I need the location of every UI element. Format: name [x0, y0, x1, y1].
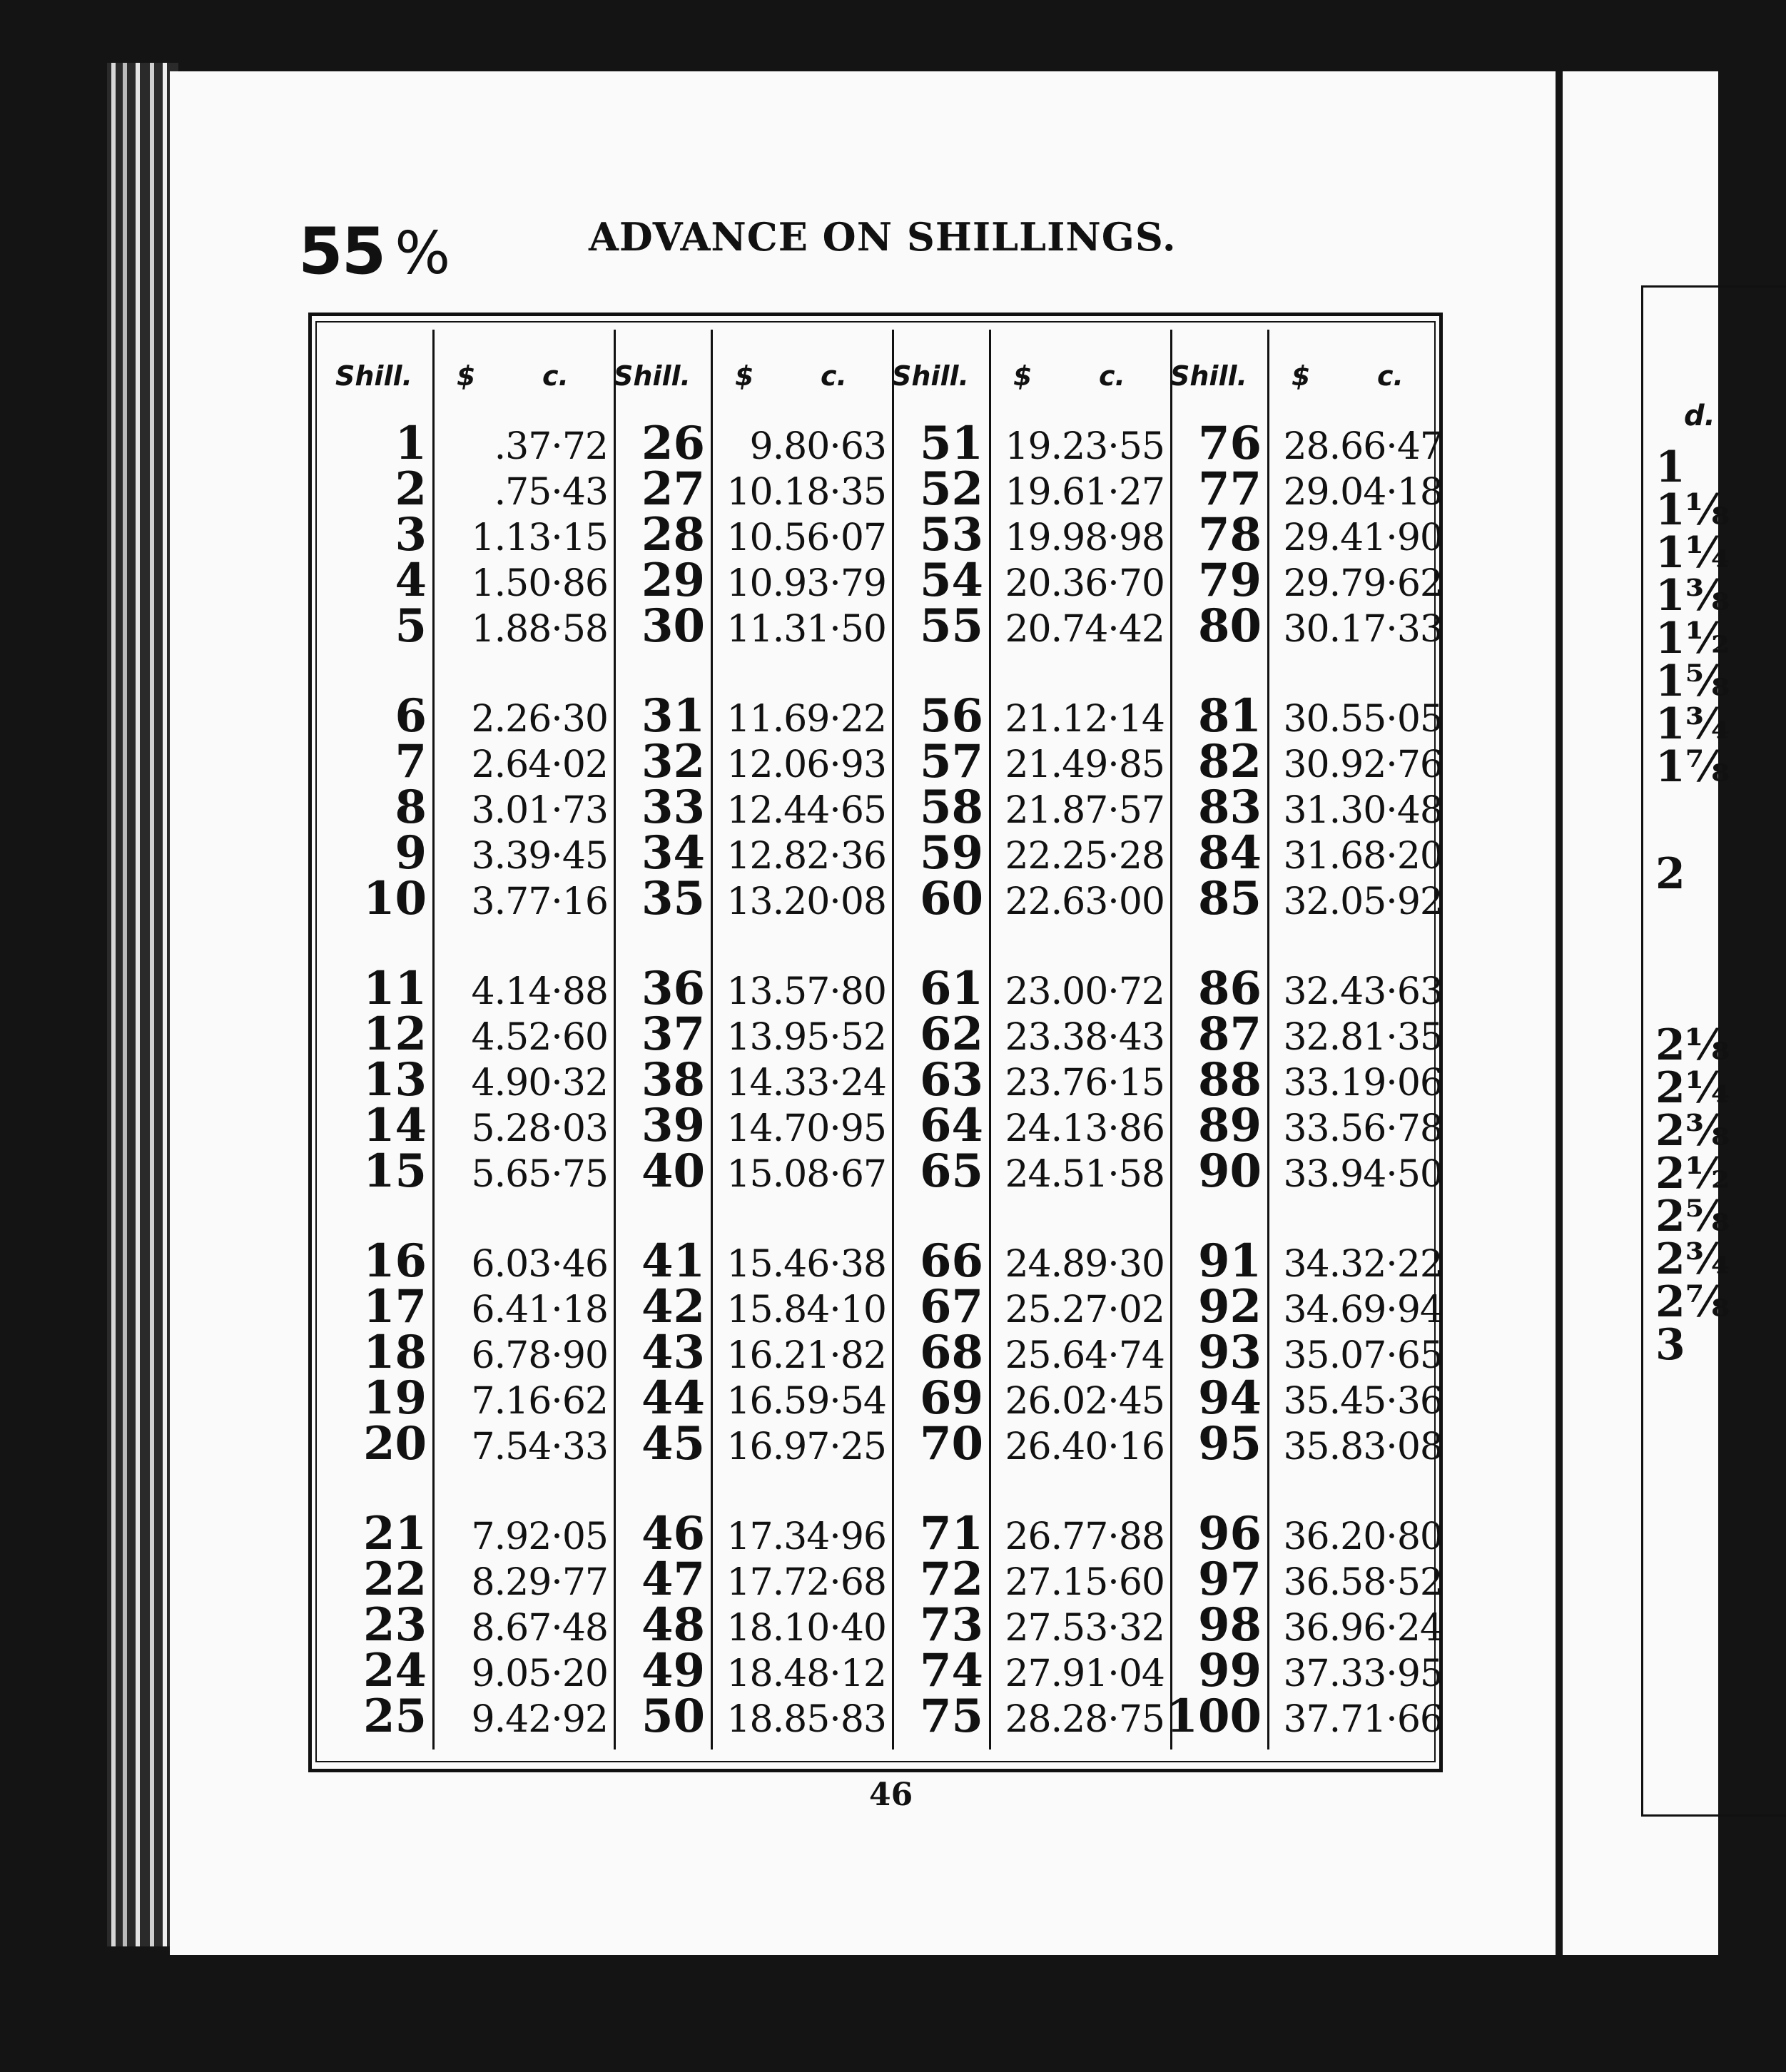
shilling-value: 49 [641, 1644, 705, 1697]
shilling-value: 53 [919, 508, 983, 562]
dollar-cents-value: 6.78·90 [471, 1334, 608, 1377]
shilling-value: 51 [919, 417, 983, 470]
shilling-value: 76 [1197, 417, 1262, 470]
dollar-cents-value: 20.74·42 [1005, 608, 1165, 651]
shilling-value: 90 [1197, 1144, 1262, 1198]
header-dollar: $ [457, 360, 476, 392]
shilling-value: 42 [641, 1280, 705, 1334]
dollar-cents-value: 22.25·28 [1005, 835, 1165, 878]
shilling-value: 19 [362, 1371, 427, 1425]
column-divider [989, 330, 991, 1749]
header-shill: Shill. [892, 360, 969, 392]
shilling-value: 89 [1197, 1099, 1262, 1152]
dollar-cents-value: 13.57·80 [726, 970, 886, 1013]
shilling-value: 12 [362, 1007, 427, 1061]
shilling-value: 56 [919, 689, 983, 743]
shilling-value: 32 [641, 735, 705, 788]
shilling-value: 24 [362, 1644, 427, 1697]
shilling-value: 4 [395, 554, 427, 607]
facing-page-header: d. [1684, 400, 1715, 432]
dollar-cents-value: 26.02·45 [1005, 1380, 1165, 1423]
dollar-cents-value: 32.05·92 [1283, 880, 1443, 923]
shilling-value: 11 [362, 962, 427, 1015]
shilling-value: 50 [641, 1690, 705, 1743]
shilling-value: 7 [395, 735, 427, 788]
facing-page-row: 2¼ [1655, 1063, 1730, 1113]
shilling-value: 43 [641, 1326, 705, 1379]
dollar-cents-value: 23.38·43 [1005, 1016, 1165, 1059]
facing-page-row: 1¾ [1655, 699, 1730, 749]
shilling-value: 48 [641, 1598, 705, 1652]
dollar-cents-value: 31.68·20 [1283, 835, 1443, 878]
shilling-value: 93 [1197, 1326, 1262, 1379]
dollar-cents-value: 9.05·20 [471, 1652, 608, 1695]
facing-page-row: 1⅞ [1655, 742, 1730, 792]
shilling-value: 78 [1197, 508, 1262, 562]
header-cents: c. [821, 360, 847, 392]
dollar-cents-value: 35.83·08 [1283, 1426, 1443, 1468]
dollar-cents-value: 4.90·32 [471, 1062, 608, 1104]
shilling-value: 57 [919, 735, 983, 788]
dollar-cents-value: 13.95·52 [726, 1016, 886, 1059]
shilling-value: 17 [362, 1280, 427, 1334]
shilling-value: 65 [919, 1144, 983, 1198]
shilling-value: 77 [1197, 462, 1262, 516]
shilling-value: 63 [919, 1053, 983, 1107]
dollar-cents-value: 3.39·45 [471, 835, 608, 878]
page-number: 46 [869, 1777, 913, 1813]
dollar-cents-value: 33.19·06 [1283, 1062, 1443, 1104]
dollar-cents-value: 16.21·82 [726, 1334, 886, 1377]
shilling-value: 84 [1197, 826, 1262, 880]
facing-page-row: 2 [1655, 849, 1685, 899]
shilling-value: 47 [641, 1553, 705, 1606]
dollar-cents-value: 30.17·33 [1283, 608, 1443, 651]
dollar-cents-value: 10.93·79 [726, 562, 886, 605]
shilling-value: 92 [1197, 1280, 1262, 1334]
shilling-value: 64 [919, 1099, 983, 1152]
shilling-value: 88 [1197, 1053, 1262, 1107]
shilling-value: 34 [641, 826, 705, 880]
shilling-value: 60 [919, 872, 983, 925]
dollar-cents-value: 19.23·55 [1005, 425, 1165, 468]
shilling-value: 37 [641, 1007, 705, 1061]
column-divider [711, 330, 713, 1749]
facing-page-row: 2⅜ [1655, 1106, 1730, 1156]
shilling-value: 14 [362, 1099, 427, 1152]
shilling-value: 85 [1197, 872, 1262, 925]
header-shill: Shill. [335, 360, 412, 392]
header-shill: Shill. [614, 360, 691, 392]
shilling-value: 82 [1197, 735, 1262, 788]
page-stack-edge [107, 63, 178, 1946]
dollar-cents-value: 17.72·68 [726, 1561, 886, 1604]
dollar-cents-value: 1.50·86 [471, 562, 608, 605]
shilling-value: 35 [641, 872, 705, 925]
shilling-value: 15 [362, 1144, 427, 1198]
shilling-value: 3 [395, 508, 427, 562]
header-dollar: $ [735, 360, 754, 392]
dollar-cents-value: 23.00·72 [1005, 970, 1165, 1013]
dollar-cents-value: 6.03·46 [471, 1243, 608, 1286]
shilling-value: 86 [1197, 962, 1262, 1015]
dollar-cents-value: 24.89·30 [1005, 1243, 1165, 1286]
shilling-value: 9 [395, 826, 427, 880]
dollar-cents-value: 7.92·05 [471, 1515, 608, 1558]
header-dollar: $ [1013, 360, 1032, 392]
shilling-value: 98 [1197, 1598, 1262, 1652]
dollar-cents-value: 19.61·27 [1005, 471, 1165, 514]
dollar-cents-value: 30.55·05 [1283, 698, 1443, 741]
dollar-cents-value: 28.28·75 [1005, 1698, 1165, 1741]
shilling-value: 36 [641, 962, 705, 1015]
dollar-cents-value: 26.77·88 [1005, 1515, 1165, 1558]
facing-page [1563, 71, 1730, 1955]
column-divider [1267, 330, 1269, 1749]
shilling-value: 87 [1197, 1007, 1262, 1061]
dollar-cents-value: 1.13·15 [471, 517, 608, 559]
dollar-cents-value: 1.88·58 [471, 608, 608, 651]
dollar-cents-value: 36.96·24 [1283, 1607, 1443, 1650]
shilling-value: 54 [919, 554, 983, 607]
dollar-cents-value: 8.67·48 [471, 1607, 608, 1650]
facing-page-row: 1⅝ [1655, 656, 1730, 706]
dollar-cents-value: 11.31·50 [726, 608, 886, 651]
shilling-value: 6 [395, 689, 427, 743]
header-dollar: $ [1292, 360, 1311, 392]
shilling-value: 27 [641, 462, 705, 516]
shilling-value: 73 [919, 1598, 983, 1652]
dollar-cents-value: 16.59·54 [726, 1380, 886, 1423]
shilling-value: 21 [362, 1507, 427, 1560]
dollar-cents-value: .37·72 [494, 425, 608, 468]
dollar-cents-value: 12.44·65 [726, 789, 886, 832]
dollar-cents-value: 20.36·70 [1005, 562, 1165, 605]
shilling-value: 13 [362, 1053, 427, 1107]
dollar-cents-value: 15.84·10 [726, 1289, 886, 1331]
dollar-cents-value: 34.32·22 [1283, 1243, 1443, 1286]
shilling-value: 39 [641, 1099, 705, 1152]
header-cents: c. [1099, 360, 1125, 392]
shilling-value: 68 [919, 1326, 983, 1379]
shilling-value: 38 [641, 1053, 705, 1107]
dollar-cents-value: 21.12·14 [1005, 698, 1165, 741]
shilling-value: 30 [641, 599, 705, 653]
shilling-value: 69 [919, 1371, 983, 1425]
dollar-cents-value: 37.71·66 [1283, 1698, 1443, 1741]
shilling-value: 45 [641, 1417, 705, 1471]
dollar-cents-value: .75·43 [494, 471, 608, 514]
shilling-value: 99 [1197, 1644, 1262, 1697]
dollar-cents-value: 33.56·78 [1283, 1107, 1443, 1150]
shilling-value: 79 [1197, 554, 1262, 607]
header-shill: Shill. [1170, 360, 1247, 392]
dollar-cents-value: 14.70·95 [726, 1107, 886, 1150]
shilling-value: 29 [641, 554, 705, 607]
dollar-cents-value: 5.28·03 [471, 1107, 608, 1150]
shilling-value: 5 [395, 599, 427, 653]
dollar-cents-value: 10.56·07 [726, 517, 886, 559]
dollar-cents-value: 27.91·04 [1005, 1652, 1165, 1695]
shilling-value: 44 [641, 1371, 705, 1425]
dollar-cents-value: 27.15·60 [1005, 1561, 1165, 1604]
shilling-value: 18 [362, 1326, 427, 1379]
shilling-value: 31 [641, 689, 705, 743]
shilling-value: 23 [362, 1598, 427, 1652]
dollar-cents-value: 4.14·88 [471, 970, 608, 1013]
shilling-value: 83 [1197, 781, 1262, 834]
dollar-cents-value: 24.13·86 [1005, 1107, 1165, 1150]
shilling-value: 25 [362, 1690, 427, 1743]
dollar-cents-value: 5.65·75 [471, 1153, 608, 1196]
page-title: ADVANCE ON SHILLINGS. [589, 214, 1177, 260]
shilling-value: 10 [362, 872, 427, 925]
shilling-value: 58 [919, 781, 983, 834]
dollar-cents-value: 32.43·63 [1283, 970, 1443, 1013]
dollar-cents-value: 24.51·58 [1005, 1153, 1165, 1196]
dollar-cents-value: 27.53·32 [1005, 1607, 1165, 1650]
shilling-value: 95 [1197, 1417, 1262, 1471]
dollar-cents-value: 17.34·96 [726, 1515, 886, 1558]
dollar-cents-value: 9.42·92 [471, 1698, 608, 1741]
dollar-cents-value: 33.94·50 [1283, 1153, 1443, 1196]
dollar-cents-value: 28.66·47 [1283, 425, 1443, 468]
dollar-cents-value: 36.58·52 [1283, 1561, 1443, 1604]
dollar-cents-value: 21.87·57 [1005, 789, 1165, 832]
shilling-value: 22 [362, 1553, 427, 1606]
header-cents: c. [1377, 360, 1404, 392]
dollar-cents-value: 36.20·80 [1283, 1515, 1443, 1558]
dollar-cents-value: 8.29·77 [471, 1561, 608, 1604]
shilling-value: 46 [641, 1507, 705, 1560]
dollar-cents-value: 10.18·35 [726, 471, 886, 514]
shilling-value: 26 [641, 417, 705, 470]
shilling-value: 67 [919, 1280, 983, 1334]
dollar-cents-value: 18.85·83 [726, 1698, 886, 1741]
dollar-cents-value: 26.40·16 [1005, 1426, 1165, 1468]
shilling-value: 94 [1197, 1371, 1262, 1425]
shilling-value: 2 [395, 462, 427, 516]
column-divider [432, 330, 435, 1749]
percent-label: 55 % [298, 214, 450, 289]
shilling-value: 33 [641, 781, 705, 834]
dollar-cents-value: 22.63·00 [1005, 880, 1165, 923]
shilling-value: 66 [919, 1234, 983, 1288]
dollar-cents-value: 13.20·08 [726, 880, 886, 923]
dollar-cents-value: 35.07·65 [1283, 1334, 1443, 1377]
dollar-cents-value: 34.69·94 [1283, 1289, 1443, 1331]
dollar-cents-value: 7.54·33 [471, 1426, 608, 1468]
facing-page-row: 2½ [1655, 1149, 1730, 1199]
header-cents: c. [542, 360, 569, 392]
dollar-cents-value: 29.79·62 [1283, 562, 1443, 605]
dollar-cents-value: 35.45·36 [1283, 1380, 1443, 1423]
shilling-value: 20 [362, 1417, 427, 1471]
dollar-cents-value: 37.33·95 [1283, 1652, 1443, 1695]
dollar-cents-value: 2.26·30 [471, 698, 608, 741]
facing-page-row: 2¾ [1655, 1234, 1730, 1284]
shilling-value: 96 [1197, 1507, 1262, 1560]
shilling-value: 61 [919, 962, 983, 1015]
dollar-cents-value: 15.08·67 [726, 1153, 886, 1196]
dollar-cents-value: 3.77·16 [471, 880, 608, 923]
dollar-cents-value: 25.27·02 [1005, 1289, 1165, 1331]
dollar-cents-value: 31.30·48 [1283, 789, 1443, 832]
dollar-cents-value: 2.64·02 [471, 743, 608, 786]
shilling-value: 80 [1197, 599, 1262, 653]
dollar-cents-value: 9.80·63 [749, 425, 886, 468]
facing-page-row: 2⅞ [1655, 1277, 1730, 1327]
facing-page-row: 1⅜ [1655, 571, 1730, 621]
dollar-cents-value: 12.82·36 [726, 835, 886, 878]
shilling-value: 72 [919, 1553, 983, 1606]
facing-page-row: 1⅛ [1655, 485, 1730, 535]
shilling-value: 41 [641, 1234, 705, 1288]
shilling-value: 40 [641, 1144, 705, 1198]
facing-page-row: 1¼ [1655, 528, 1730, 578]
dollar-cents-value: 23.76·15 [1005, 1062, 1165, 1104]
shilling-value: 16 [362, 1234, 427, 1288]
shilling-value: 75 [919, 1690, 983, 1743]
facing-page-row: 2⅝ [1655, 1192, 1730, 1241]
dollar-cents-value: 21.49·85 [1005, 743, 1165, 786]
dollar-cents-value: 4.52·60 [471, 1016, 608, 1059]
dollar-cents-value: 14.33·24 [726, 1062, 886, 1104]
shilling-value: 52 [919, 462, 983, 516]
shilling-value: 100 [1166, 1690, 1262, 1743]
shilling-value: 8 [395, 781, 427, 834]
dollar-cents-value: 7.16·62 [471, 1380, 608, 1423]
shilling-value: 81 [1197, 689, 1262, 743]
dollar-cents-value: 19.98·98 [1005, 517, 1165, 559]
dollar-cents-value: 16.97·25 [726, 1426, 886, 1468]
facing-page-row: 3 [1655, 1320, 1685, 1370]
shilling-value: 55 [919, 599, 983, 653]
dollar-cents-value: 30.92·76 [1283, 743, 1443, 786]
dollar-cents-value: 6.41·18 [471, 1289, 608, 1331]
dollar-cents-value: 15.46·38 [726, 1243, 886, 1286]
shilling-value: 59 [919, 826, 983, 880]
facing-page-row: 1 [1655, 442, 1685, 492]
dollar-cents-value: 29.41·90 [1283, 517, 1443, 559]
shilling-value: 62 [919, 1007, 983, 1061]
dollar-cents-value: 18.10·40 [726, 1607, 886, 1650]
dollar-cents-value: 32.81·35 [1283, 1016, 1443, 1059]
dollar-cents-value: 25.64·74 [1005, 1334, 1165, 1377]
shilling-value: 97 [1197, 1553, 1262, 1606]
dollar-cents-value: 29.04·18 [1283, 471, 1443, 514]
shilling-value: 28 [641, 508, 705, 562]
shilling-value: 71 [919, 1507, 983, 1560]
shilling-value: 1 [395, 417, 427, 470]
dollar-cents-value: 18.48·12 [726, 1652, 886, 1695]
dollar-cents-value: 11.69·22 [726, 698, 886, 741]
dollar-cents-value: 12.06·93 [726, 743, 886, 786]
shilling-value: 74 [919, 1644, 983, 1697]
shilling-value: 70 [919, 1417, 983, 1471]
shilling-value: 91 [1197, 1234, 1262, 1288]
facing-page-row: 1½ [1655, 614, 1730, 664]
facing-page-row: 2⅛ [1655, 1020, 1730, 1070]
dollar-cents-value: 3.01·73 [471, 789, 608, 832]
